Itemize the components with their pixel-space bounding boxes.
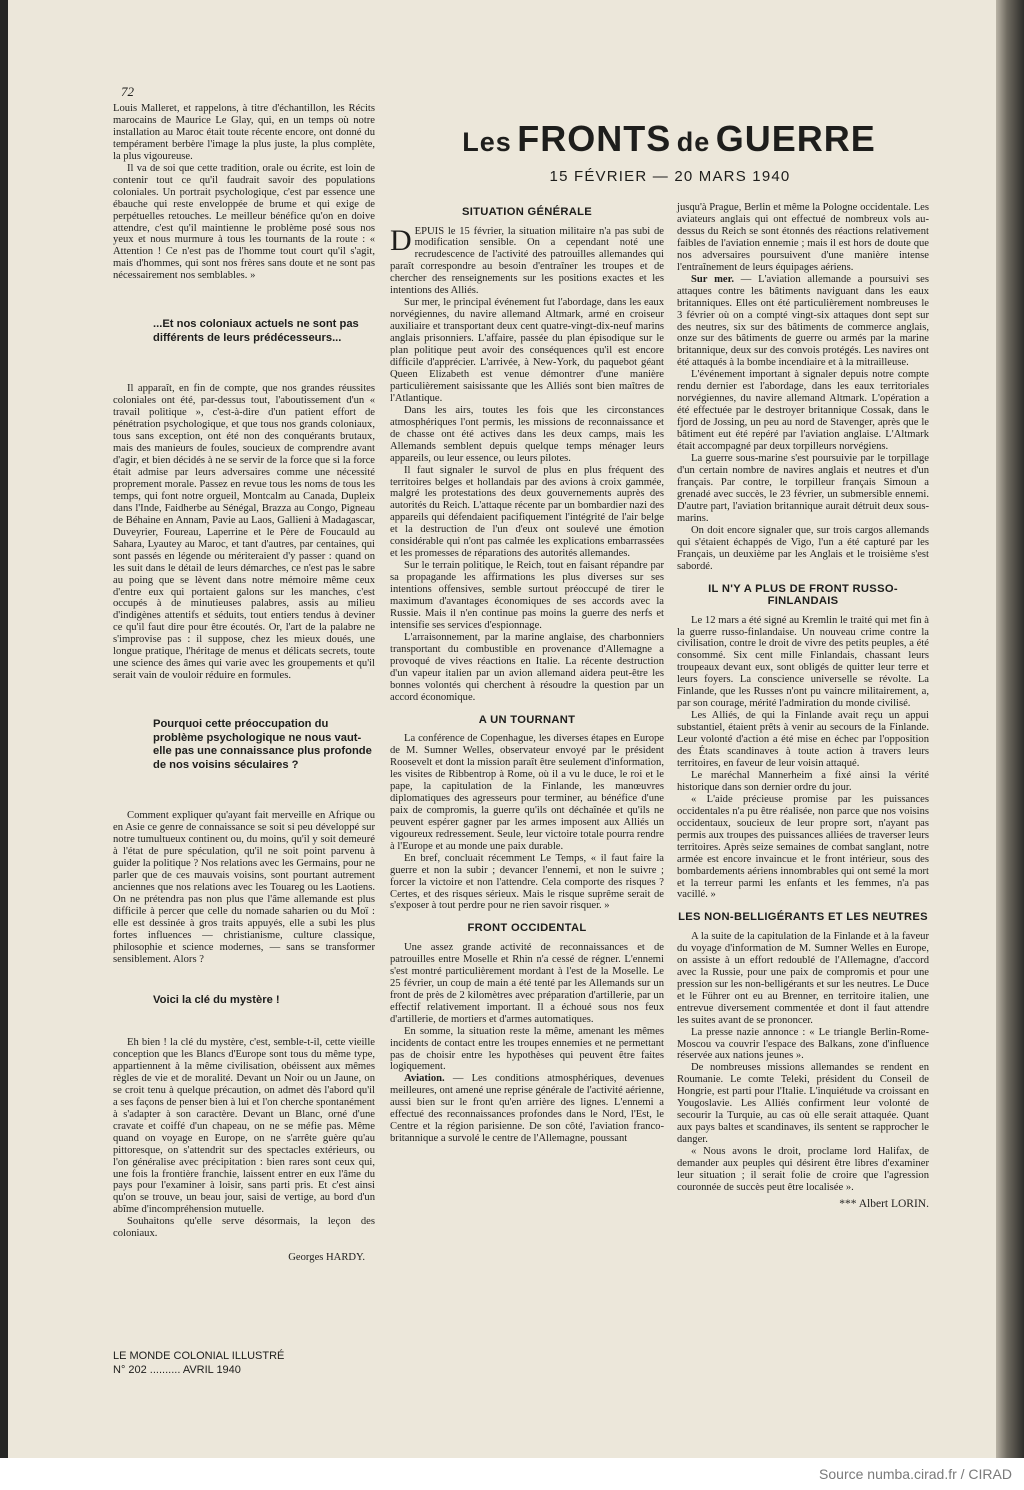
column-right (677, 202, 929, 1211)
title-guerre: GUERRE (715, 118, 876, 159)
page-number: 72 (121, 84, 134, 99)
paragraph: La presse nazie annonce : « Le triangle Berlin-Rome-Moscou va couvrir l'espace des Balkans, zone d'influence réservée aux nations jeunes ». (677, 1026, 929, 1062)
paragraph: Aviation. — Les conditions atmosphériques, devenues meilleures, ont amené une reprise générale de l'activité aérienne, aussi bien sur le front qu'en arrière des lignes. L'ennemi a effectué des reconnaissances profondes dans le Nord, l'Est, le Centre et la région parisienne. De son côté, l'aviation franco-britannique a survolé le centre de l'Allemagne, poussant (390, 1073, 664, 1145)
paragraph: Comment expliquer qu'ayant fait merveille en Afrique ou en Asie ce genre de connaissance se soit si peu développé sur notre tumultueux continent ou, du moins, qu'il y soit demeuré à l'état de pure spéculation, qu'il ne soit point parvenu à guider la politique ? Nos relations avec les Germains, pour ne parler que de ces mauvais voisins, sont pourtant autrement anciennes que nos relations avec les Touareg ou les Laotiens. On ne prétendra pas non plus que l'âme allemande est plus difficile à percer que celle du nomade saharien ou du Moï : elle est dessinée à gros traits appuyés, elle a subi les plus fortes influences — christianisme, culture classique, philosophie et science modernes, — sans se transformer sensiblement. Alors ? (113, 810, 375, 965)
paragraph: La guerre sous-marine s'est poursuivie par le torpillage d'un certain nombre de navires anglais et neutres et d'un français. Par contre, le torpilleur français Simoun a grenadé avec succès, le 23 février, un submersible ennemi. D'autre part, l'aviation britannique aurait détruit deux sous-marins. (677, 453, 929, 524)
paragraph: Dans les airs, toutes les fois que les circonstances atmosphériques l'ont permis, les missions de reconnaissance et de chasse ont été actives dans les deux camps, mais les Allemands semblent depuis quelque temps ménager leurs appareils, ou leur essence, ou leurs pilotes. (390, 404, 664, 464)
title-de: de (676, 127, 711, 157)
paragraph: « Nous avons le droit, proclame lord Halifax, de demander aux peuples qui désirent être libres d'examiner leur situation ; il serait folie de croire que l'agression couronnée de succès peut être localisée ». (677, 1146, 929, 1193)
title-fronts: FRONTS (517, 118, 672, 159)
title-les: Les (462, 127, 512, 157)
paragraph: La conférence de Copenhague, les diverses étapes en Europe de M. Sumner Welles, observateur envoyé par le président Roosevelt et dont la mission paraît être seulement d'information, les visites de Ribbentrop à Rome, où il a vu le duce, le roi et le pape, la capitulation de la Finlande, les manœuvres diplomatiques des agresseurs pour terminer, au bénéfice d'une paix de compromis, la guerre qu'ils ont déchaînée et qu'ils ne peuvent espérer gagner par les armes imposent aux Alliés un vigoureux redressement. Seule, leur victoire totale pourra rendre à l'Europe et au monde une paix durable. (390, 733, 664, 852)
paragraph: On doit encore signaler que, sur trois cargos allemands qui s'étaient échappés de Vigo, l'un a été capturé par les Français, un deuxième par les Anglais et le troisième s'est sabordé. (677, 524, 929, 572)
section-heading: FRONT OCCIDENTAL (467, 922, 587, 935)
subheading: Voici la clé du mystère ! (153, 993, 280, 1006)
paragraph: A la suite de la capitulation de la Finlande et à la faveur du voyage d'information de M. Sumner Welles en Europe, on assiste à un effort redoublé de l'Allemagne, d'accord avec la Russie, pour une paix de compromis et pour une pression sur les non-belligérants et sur les neutres. Le Duce et le Führer ont eu au Brenner, en territoire italien, une entrevue diversement commentée et dont il faut attendre les suites avant de se prononcer. (677, 930, 929, 1026)
article-title (424, 118, 914, 160)
paragraph: Louis Malleret, et rappelons, à titre d'échantillon, les Récits marocains de Maurice Le Glay, qui, en un temps où notre installation au Maroc était toute récente encore, ont donné du tempérament berbère l'image la plus juste, la plus complète, la plus vigoureuse. (113, 103, 375, 162)
column-middle (390, 202, 664, 1145)
paragraph: Il va de soi que cette tradition, orale ou écrite, est loin de contenir tout ce qu'il faudrait savoir des populations coloniales. Un portrait psychologique, c'est par essence une ébauche qui reste enveloppée de brume et qui exige de perpétuelles retouches. Le meilleur bénéfice qu'on en doive attendre, c'est qu'il maintienne le problème posé sous nos yeux et nous murmure à tous les tournants de la route : « Attention ! Ce n'est pas de l'homme tout court qu'il s'agit, mais d'hommes, qui sont nos frères sans doute et ne sont pas nécessairement nos semblables. » (113, 162, 375, 282)
author-signature: Georges HARDY. (288, 1252, 365, 1264)
paragraph: Le 12 mars a été signé au Kremlin le traité qui met fin à la guerre russo-finlandaise. Un nouveau crime contre la civilisation, contre le droit de vivre des petits peuples, a été consommé. Six cent mille Finlandais, chassant leurs troupeaux devant eux, sont obligés de quitter leur terre et leurs foyers. La conscience universelle se révolte. La Finlande, que les Russes n'ont pu vaincre militairement, a, par son courage, mérité l'admiration du monde civilisé. (677, 614, 929, 710)
paragraph: Eh bien ! la clé du mystère, c'est, semble-t-il, cette vieille conception que les Blancs d'Europe sont tous du même type, appartiennent à la même civilisation, obéissent aux mêmes règles de vie et de moralité. Devant un Noir ou un Jaune, on se croit tenu à quelque précaution, on admet dès l'abord qu'il a ses façons de penser bien à lui et l'on cherche spontanément à s'adapter à son caractère. Devant un Blanc, orné d'une cravate et coiffé d'un chapeau, on ne se méfie pas. Même quand on voyage en Europe, on ne s'arrête guère qu'au pittoresque, on s'attendrit sur des spectacles extérieurs, ou l'on généralise avec précipitation : bien rares sont ceux qui, une fois la frontière franchie, laissent entrer en eux l'âme du pays pour l'examiner à loisir, sans parti pris. Et c'est ainsi qu'on se trouve, un beau jour, saisi de vertige, au bord d'un abîme d'incompréhension mutuelle. (113, 1037, 375, 1216)
paragraph: Il faut signaler le survol de plus en plus fréquent des territoires belges et hollandais par des avions à croix gammée, malgré les protestations des deux gouvernements auprès des autorités du Reich. L'attaque récente par un bombardier nazi des appareils qui défendaient pacifiquement l'intégrité de l'air belge et la destruction de l'un d'eux ont soulevé une émotion considérable qui n'ont pas calmée les explications embarrassées et les promesses de réparations des autorités allemandes. (390, 464, 664, 560)
paragraph: En somme, la situation reste la même, amenant les mêmes incidents de contact entre les troupes ennemies et ne permettant pas de choisir entre les hypothèses qui peuvent être faites logiquement. (390, 1025, 664, 1073)
author-signature: *** Albert LORIN. (839, 1197, 929, 1210)
section-heading: LES NON-BELLIGÉRANTS ET LES NEUTRES (678, 911, 928, 924)
drop-cap: D (390, 223, 412, 257)
paragraph-lead: Sur mer. (691, 273, 734, 285)
paragraph: Sur le terrain politique, le Reich, tout en faisant répandre par sa propagande les affirmations les plus diverses sur ses intentions offensives, semble surtout préoccupé de tirer le maximum d'avantages économiques de ses accords avec la Russie. Mais il n'en continue pas moins la guerre des nerfs et intensifie ses services d'espionnage. (390, 560, 664, 631)
article-dates: 15 FÉVRIER — 20 MARS 1940 (549, 168, 791, 185)
paragraph: Le maréchal Mannerheim a fixé ainsi la vérité historique dans son dernier ordre du jour. (677, 769, 929, 793)
paragraph: Sur mer. — L'aviation allemande a poursuivi ses attaques contre les bâtiments naviguant dans les eaux britanniques. Elles ont été particulièrement nombreuses le 3 février où on a compté vingt-six attaques dont sept sur des neutres, six sur des bâtiments de commerce anglais, onze sur des bâtiments de guerre ou armés par la marine britannique, deux sur des convois protégés. Les navires ont été attaqués à la bombe incendiaire et à la mitrailleuse. (677, 273, 929, 369)
paragraph: En bref, concluait récemment Le Temps, « il faut faire la guerre et non la subir ; devancer l'ennemi, et non le suivre ; forcer la victoire et non l'attendre. Cela comporte des risques ? Certes, et des risques sérieux. Mais le risque suprême serait de s'exposer à tout perdre pour ne rien savoir risquer. » (390, 852, 664, 912)
column-left (113, 103, 375, 1264)
subheading: ...Et nos coloniaux actuels ne sont pas différents de leurs prédécesseurs... (153, 318, 359, 344)
paragraph: Sur mer, le principal événement fut l'abordage, dans les eaux norvégiennes, du navire allemand Altmark, armé en croiseur auxiliaire et transportant deux cent quatre-vingt-dix-neuf marins anglais prisonniers. L'affaire, passée du plan épisodique sur le plan politique peut avoir des conséquences qu'il est encore difficile d'apprécier. L'arrivée, à New-York, du paquebot géant Queen Elizabeth est venue démontrer d'une manière particulièrement saisissante que les Alliés sont bien maîtres de l'Atlantique. (390, 297, 664, 404)
section-heading: IL N'Y A PLUS DE FRONT RUSSO-FINLANDAIS (708, 582, 898, 608)
paragraph-lead: Aviation. (404, 1073, 445, 1085)
footer-issue: N° 202 .......... AVRIL 1940 (113, 1364, 241, 1376)
paragraph: L'événement important à signaler depuis notre compte rendu dernier est l'abordage, dans les eaux territoriales norvégiennes, du navire allemand Altmark. L'opération a été effectuée par le destroyer britannique Cossak, dans le fjord de Jossing, un peu au nord de Stavenger, après que le bâtiment eut été repéré par l'aviation anglaise. L'Altmark était accompagné par deux torpilleurs norvégiens. (677, 369, 929, 453)
paragraph: Les Alliés, de qui la Finlande avait reçu un appui substantiel, étaient prêts à venir au secours de la Finlande. Leur volonté d'action a été mise en échec par l'opposition des États scandinaves à toute action à travers leurs territoires, en faveur de leur voisin attaqué. (677, 710, 929, 769)
scan-left-border (0, 0, 8, 1490)
paragraph: « L'aide précieuse promise par les puissances occidentales n'a pu être réalisée, non parce que nos voisins occidentaux, soucieux de leur propre sort, n'ayant pas permis aux troupes des puissances alliées de traverser leurs territoires. Après seize semaines de combat sanglant, notre armée est encore invaincue et le front intérieur, sous des bombardements aériens innombrables qui ont semé la mort et la terreur parmi les enfants et les femmes, n'a pas vacillé. » (677, 793, 929, 901)
source-credit: Source numba.cirad.fr / CIRAD (819, 1466, 1012, 1482)
paragraph: Une assez grande activité de reconnaissances et de patrouilles entre Moselle et Rhin n'a cessé de régner. L'ennemi s'est montré particulièrement mordant à l'est de la Moselle. Le 25 février, un coup de main a été tenté par les Allemands sur un front de près de 2 kilomètres avec préparation d'artillerie, par un effectif relativement important. Il a échoué sous nos feux d'artillerie, de mortiers et d'armes automatiques. (390, 941, 664, 1025)
footer-title: LE MONDE COLONIAL ILLUSTRÉ (113, 1350, 285, 1362)
paragraph: DEPUIS le 15 février, la situation militaire n'a pas subi de modification sensible. On a cependant noté une recrudescence de l'activité des patrouilles allemandes qui paraît correspondre au besoin d'entraîner les troupes et de chercher des renseignements sur les positions exactes et les intentions des Alliés. (390, 223, 664, 297)
paragraph: L'arraisonnement, par la marine anglaise, des charbonniers transportant du combustible en provenance d'Allemagne a provoqué de vives réactions en Italie. La récente destruction d'un vapeur italien par un avion allemand aidera peut-être les bonnes volontés qui cherchent à résoudre la question par un accord économique. (390, 631, 664, 703)
section-heading: A UN TOURNANT (478, 713, 576, 726)
page-binding-edge (996, 0, 1024, 1458)
paragraph: De nombreuses missions allemandes se rendent en Roumanie. Le comte Teleki, président du Conseil de Hongrie, est parti pour l'Italie. L'inquiétude va croissant en Yougoslavie. Les Alliés confirment leur volonté de secourir la Turquie, au cas où elle serait attaquée. Quant aux pays baltes et scandinaves, ils sentent se rapprocher le danger. (677, 1062, 929, 1146)
section-heading: SITUATION GÉNÉRALE (461, 206, 593, 218)
publication-footer (113, 1349, 284, 1377)
paragraph: Il apparaît, en fin de compte, que nos grandes réussites coloniales ont été, par-dessus tout, l'aboutissement d'un « travail politique », c'est-à-dire d'un patient effort de pénétration psychologique, et que tous nos grands coloniaux, tous sans exception, ont été non des conquérants brutaux, mais des manieurs de foules, soucieux de comprendre avant d'agir, et bien décidés à ne se servir de la force que si la force était admise par leurs adversaires comme une nécessité proprement morale. Passez en revue tous les noms de tous les temps, qui font notre orgueil, Montcalm au Canada, Dupleix dans l'Inde, Faidherbe au Sénégal, Brazza au Congo, Pigneau de Béhaine en Annam, Pavie au Laos, Gallieni à Madagascar, Duveyrier, Foureau, Laperrine et le Père de Foucauld au Sahara, Lyautey au Maroc, et tant d'autres, par centaines, qui sont passés en légende ou mériteraient d'y passer : quand on les suit dans le détail de leurs démarches, ce n'est pas le sabre au poing que se lèvent dans notre mémoire même ceux d'entre eux qui portaient galons sur les manches, c'est occupés à de minutieuses palabres, assis au milieu d'indigènes attentifs et séduits, tout entiers tendus à deviner ce qu'il faut dire pour être écoutés. Or, l'art de la palabre ne s'improvise pas : il suppose, chez les mieux doués, une longue pratique, l'héritage de menus et délicats secrets, toute une science des âmes qui varie avec les groupements et qu'il serait vain de vouloir réduire en formules. (113, 383, 375, 682)
paragraph: jusqu'à Prague, Berlin et même la Pologne occidentale. Les aviateurs anglais qui ont effectué de nombreux vols au-dessus du Reich se sont étonnés des réactions relativement faibles de l'aviation ennemie ; mais il est hors de doute que nos adversaires poursuivent d'une manière intense l'entraînement de leurs équipages aériens. (677, 202, 929, 273)
subheading: Pourquoi cette préoccupation du problème psychologique ne nous vaut-elle pas une connaissance plus profonde de nos voisins séculaires ? (153, 718, 372, 771)
paragraph: Souhaitons qu'elle serve désormais, la leçon des coloniaux. (113, 1216, 375, 1240)
